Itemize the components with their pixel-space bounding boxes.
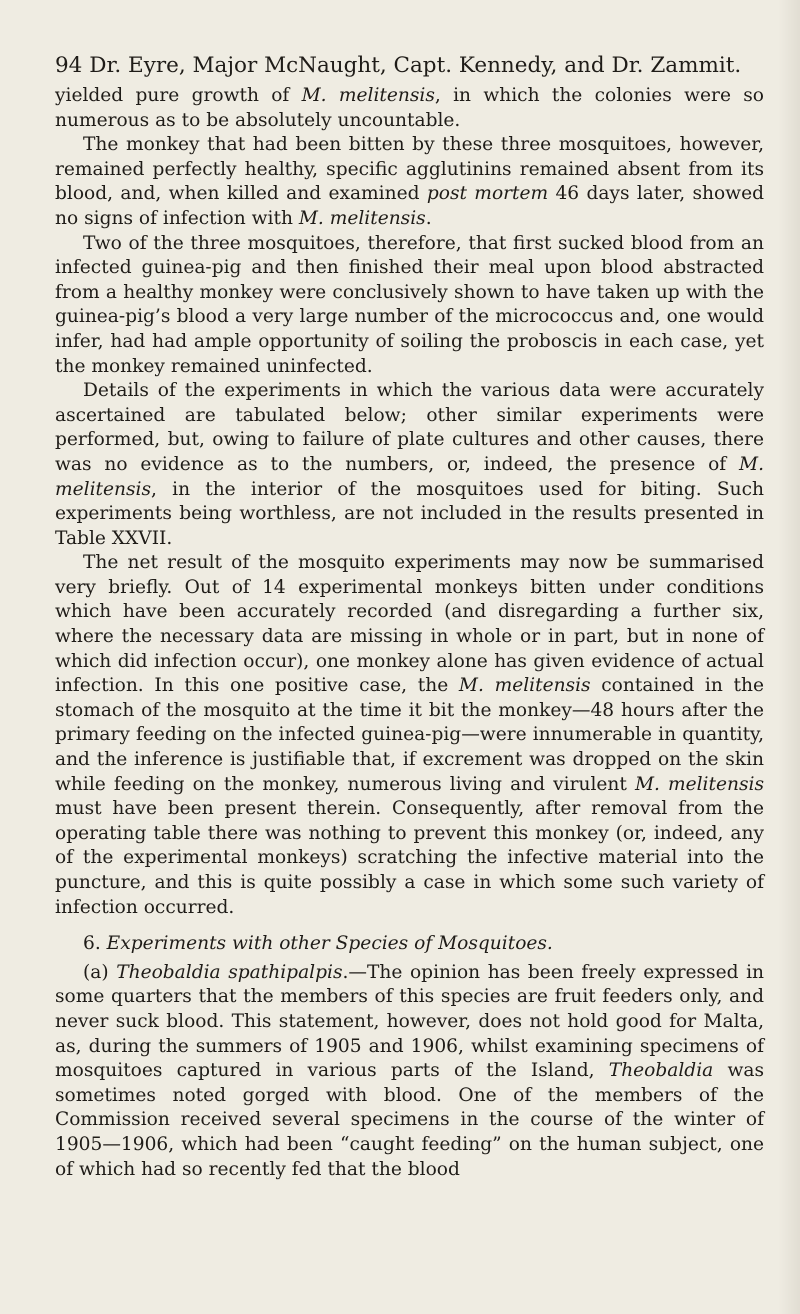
page-edge-shadow xyxy=(778,0,800,1314)
species-name: M. melitensis xyxy=(634,773,764,795)
text-run: .—The opinion has been freely expressed in some quarters that the members of this species are fruit feeders only, and never suck blood. This statement, however, does not hold good for Malta, as, during the summers of 1905 and 1906, whilst examining specimens of mosquitoes captured in various parts of the Island, xyxy=(55,961,764,1082)
text-run: yielded pure growth of xyxy=(55,85,302,106)
paragraph-3: Two of the three mosquitoes, therefore, that first sucked blood from an infected guinea-pig and then finished their meal upon blood abstracted from a healthy monkey were conclusively shown to have taken up with the guinea-pig’s blood a very large number of the micrococcus and, one would infer, had had ample opportunity of soiling the proboscis in each case, yet the monkey remained uninfected. xyxy=(55,232,764,377)
page-number: 94 xyxy=(55,53,83,78)
paragraph-4 xyxy=(55,379,764,551)
subsection-label: (a) xyxy=(83,961,109,983)
species-name: M. melitensis xyxy=(55,453,764,500)
subsection-a xyxy=(55,961,764,1182)
latin-phrase: post mortem xyxy=(426,183,549,205)
paragraph-2 xyxy=(55,133,764,231)
text-run: Details of the experiments in which the various data were accurately ascertained are tabulated below; other similar experiments were performed, but, owing to failure of plate cultures and other causes, there was no evidence as to the numbers, or, indeed, the presence of xyxy=(55,380,764,475)
species-name: Theobaldia spathipalpis xyxy=(116,961,343,983)
text-run: contained in the stomach of the mosquito at the time it bit the monkey—48 hours after the primary feeding on the infected guinea-pig—were innumerable in quantity, and the inference is justifiable that, if excrement was dropped on the skin while feeding on the monkey, numerous living and virulent xyxy=(55,675,764,795)
text-run: The net result of the mosquito experiments may now be summarised very briefly. Out of 14 experimental monkeys bitten under conditions which have been accurately recorded (and disregarding a further six, where the necessary data are missing in whole or in part, but in none of which did infection occur), one monkey alone has given evidence of actual infection. In this one positive case, the xyxy=(55,552,764,697)
running-head xyxy=(55,52,764,80)
species-name: M. melitensis xyxy=(301,85,435,106)
section-number: 6. xyxy=(83,933,101,955)
section-title: Experiments with other Species of Mosquitoes. xyxy=(106,933,553,955)
text-run: The monkey that had been bitten by these three mosquitoes, however, remained perfectly healthy, specific agglutinins remained absent from its blood, and, when killed and examined xyxy=(55,134,764,205)
text-run: was sometimes noted gorged with blood. One of the members of the Commission received several specimens in the course of the winter of 1905—1906, which had been “caught feeding” on the human subject, one of which had so recently fed that the blood xyxy=(55,1060,764,1180)
text-run: must have been present therein. Consequently, after removal from the operating table there was nothing to prevent this monkey (or, indeed, any of the experimental monkeys) scratching the infective material into the puncture, and this is quite possibly a case in which some such variety of infection occurred. xyxy=(55,798,764,918)
paragraph-5 xyxy=(55,551,764,920)
text-run: , in which the colonies were so numerous as to be absolutely uncountable. xyxy=(55,85,764,131)
genus-name: Theobaldia xyxy=(608,1060,714,1082)
species-name: M. melitensis xyxy=(298,207,426,229)
paragraph-1 xyxy=(55,84,764,133)
text-run: 46 days later, showed no signs of infection with xyxy=(55,183,764,229)
species-name: M. melitensis xyxy=(458,675,591,697)
running-title: Dr. Eyre, Major McNaught, Capt. Kennedy, and Dr. Zammit. xyxy=(89,53,742,78)
text-run: . xyxy=(425,207,432,229)
text-run: , in the interior of the mosquitoes used for biting. Such experiments being worthless, are not included in the results presented in Table XXVII. xyxy=(55,478,764,549)
section-heading xyxy=(55,932,764,957)
